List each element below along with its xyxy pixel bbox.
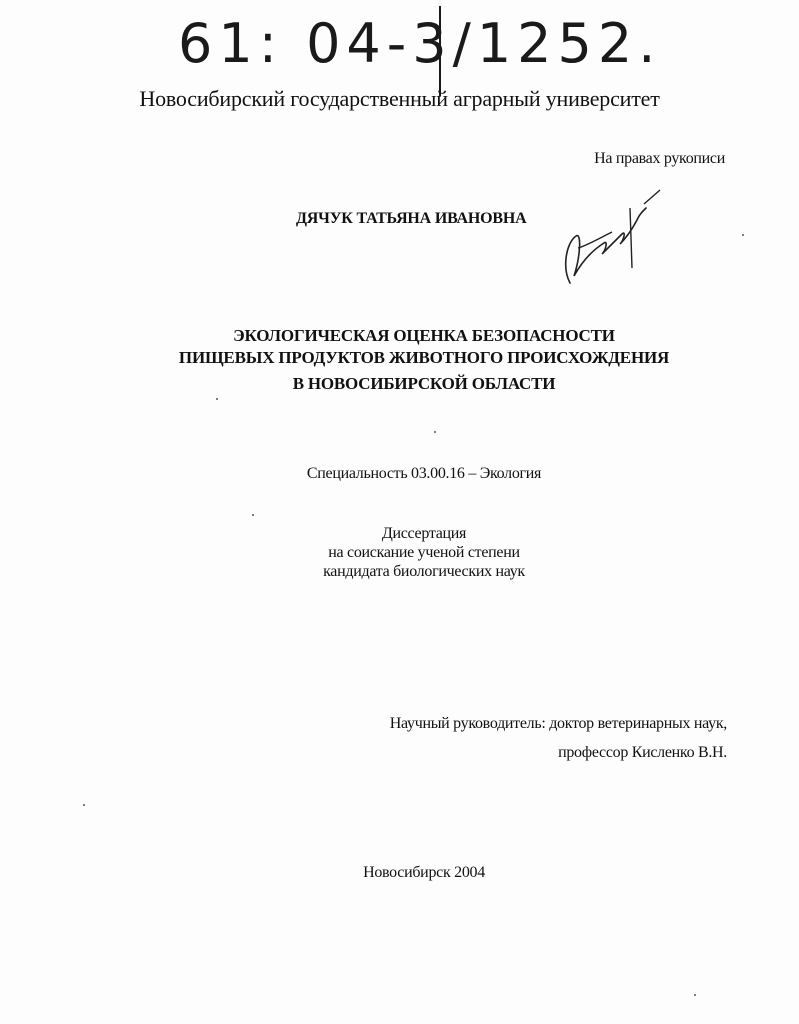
title-line-1: ЭКОЛОГИЧЕСКАЯ ОЦЕНКА БЕЗОПАСНОСТИ <box>233 326 615 345</box>
city-and-year: Новосибирск 2004 <box>363 864 485 881</box>
signature-svg <box>556 188 666 298</box>
dissertation-title <box>0 325 799 395</box>
signature-underline <box>578 232 612 248</box>
scan-speck <box>434 431 436 433</box>
handwritten-signature <box>556 188 666 298</box>
dissertation-line-2: на соискание ученой степени <box>328 544 520 561</box>
scientific-advisor-block <box>390 709 727 767</box>
scan-speck <box>742 234 744 236</box>
university-name: Новосибирский государственный аграрный университет <box>139 86 660 111</box>
scan-speck <box>83 804 85 806</box>
scan-speck <box>252 514 254 516</box>
scan-speck <box>694 994 696 996</box>
signature-slash <box>644 190 660 204</box>
dissertation-line-3: кандидата биологических наук <box>323 563 525 580</box>
title-line-2: ПИЩЕВЫХ ПРОДУКТОВ ЖИВОТНОГО ПРОИСХОЖДЕНИЯ <box>178 348 670 367</box>
signature-vertical-stroke <box>630 208 632 268</box>
signature-stroke <box>566 208 646 283</box>
dissertation-degree-block <box>0 524 799 581</box>
manuscript-rights: На правах рукописи <box>594 150 725 167</box>
scan-speck <box>216 398 218 400</box>
catalog-number-text: 61: 04-3/1252. <box>178 12 662 75</box>
title-line-3: В НОВОСИБИРСКОЙ ОБЛАСТИ <box>292 374 556 393</box>
dissertation-line-1: Диссертация <box>381 525 467 542</box>
handwritten-catalog-number <box>178 6 678 76</box>
advisor-line-1: Научный руководитель: доктор ветеринарных наук, <box>389 715 727 732</box>
catalog-number-svg <box>178 6 678 76</box>
author-name: ДЯЧУК ТАТЬЯНА ИВАНОВНА <box>296 210 527 227</box>
specialty-line: Специальность 03.00.16 – Экология <box>306 465 542 482</box>
advisor-line-2: профессор Кисленко В.Н. <box>558 744 727 761</box>
